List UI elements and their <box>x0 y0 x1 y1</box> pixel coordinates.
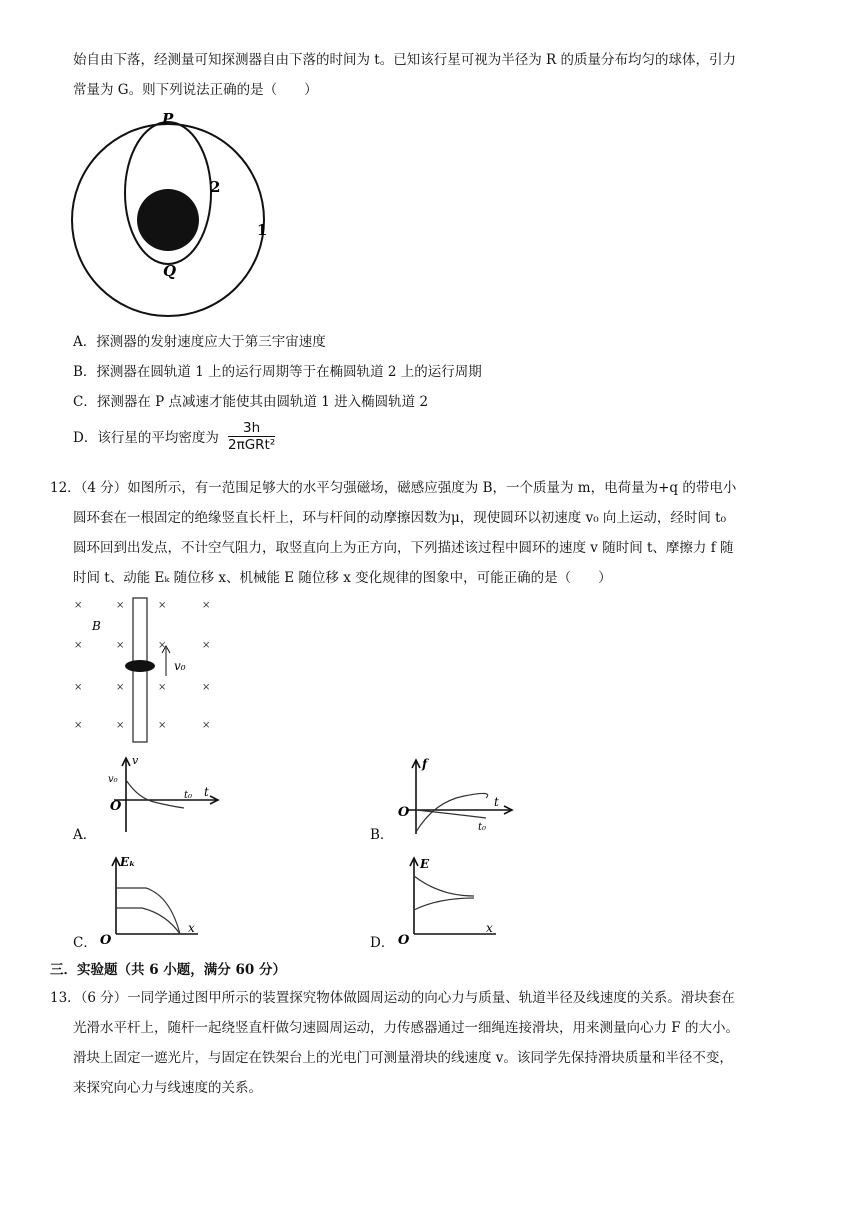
graph-d <box>394 852 509 944</box>
v0-label: v₀ <box>174 659 186 673</box>
q12-text-line1: 12．（4 分）如图所示，有一范围足够大的水平匀强磁场，磁感应强度为 B，一个质量为 m，电荷量为+q 的带电小 <box>50 480 737 496</box>
q13-text-line4: 来探究向心力与线速度的关系。 <box>73 1080 262 1096</box>
graph-c-xlabel: x <box>188 921 195 935</box>
density-fraction <box>228 420 275 453</box>
graph-c-origin: O <box>100 933 112 944</box>
svg-text:×: × <box>202 720 211 731</box>
planet <box>137 189 199 251</box>
graph-c <box>96 852 211 944</box>
graph-a-origin: O <box>110 799 122 814</box>
graph-a-xlabel: t <box>204 785 209 799</box>
graph-b-xlabel: t <box>494 795 499 809</box>
svg-text:×: × <box>158 682 167 693</box>
q12-text-line3: 圆环回到出发点，不计空气阻力，取竖直向上为正方向，下列描述该过程中圆环的速度 v 随时间 t、摩擦力 f 随 <box>73 540 734 556</box>
label-1: 1 <box>257 221 268 239</box>
graph-c-curve-1 <box>116 888 180 934</box>
svg-text:×: × <box>202 640 211 651</box>
field-label-b: B <box>92 619 101 633</box>
charged-ring <box>125 660 155 672</box>
q11-option-d: D．该行星的平均密度为 <box>73 430 219 446</box>
graph-a-label: A． <box>73 827 97 843</box>
fraction-numerator: 3h <box>228 420 275 437</box>
graph-a <box>104 752 224 837</box>
q12-text-line2: 圆环套在一根固定的绝缘竖直长杆上，环与杆间的动摩擦因数为μ，现使圆环以初速度 v₀ 向上运动，经时间 t₀ <box>73 510 727 526</box>
svg-text:×: × <box>116 720 125 731</box>
graph-a-v0: v₀ <box>108 774 118 785</box>
graph-d-origin: O <box>398 933 410 944</box>
graph-d-xlabel: x <box>486 921 493 935</box>
section3-title: 三．实验题（共 6 小题，满分 60 分） <box>50 962 286 978</box>
svg-text:×: × <box>158 640 167 651</box>
graph-a-ylabel: v <box>132 754 139 767</box>
orbit-figure <box>60 108 300 328</box>
graph-b-t0: t₀ <box>478 822 487 833</box>
graph-d-curve-1 <box>414 876 474 896</box>
label-2: 2 <box>210 178 221 196</box>
graph-b <box>394 754 519 839</box>
q11-text-line2: 常量为 G。则下列说法正确的是（ ） <box>73 82 318 98</box>
label-p: P <box>162 110 174 128</box>
magnetic-field-figure <box>70 596 230 746</box>
q11-text-line1: 始自由下落，经测量可知探测器自由下落的时间为 t。已知该行星可视为半径为 R 的质量分布均匀的球体，引力 <box>73 52 736 68</box>
svg-text:×: × <box>202 600 211 611</box>
fraction-denominator: 2πGRt² <box>228 437 276 453</box>
q11-option-a: A．探测器的发射速度应大于第三宇宙速度 <box>73 334 326 350</box>
q13-text-line2: 光滑水平杆上，随杆一起绕竖直杆做匀速圆周运动，力传感器通过一细绳连接滑块，用来测量向心力 F 的大小。 <box>73 1020 739 1036</box>
svg-text:×: × <box>74 640 83 651</box>
svg-text:×: × <box>74 682 83 693</box>
graph-b-ylabel: f <box>422 757 428 771</box>
graph-a-curve <box>126 780 184 808</box>
graph-c-curve-2 <box>116 908 180 934</box>
svg-text:×: × <box>116 600 125 611</box>
q12-text-line4: 时间 t、动能 Eₖ 随位移 x、机械能 E 随位移 x 变化规律的图象中，可能正确的是（ ） <box>73 570 612 586</box>
svg-text:×: × <box>74 600 83 611</box>
q13-text-line1: 13．（6 分）一同学通过图甲所示的装置探究物体做圆周运动的向心力与质量、轨道半径及线速度的关系。滑块套在 <box>50 990 735 1006</box>
svg-text:×: × <box>202 682 211 693</box>
svg-text:×: × <box>158 600 167 611</box>
graph-d-curve-2 <box>414 898 474 910</box>
q13-text-line3: 滑块上固定一遮光片，与固定在铁架台上的光电门可测量滑块的线速度 v。该同学先保持滑块质量和半径不变， <box>73 1050 733 1066</box>
graph-a-t0: t₀ <box>184 790 193 801</box>
graph-b-origin: O <box>398 805 410 820</box>
graph-c-label: C． <box>73 935 97 951</box>
graph-c-ylabel: Eₖ <box>120 855 136 869</box>
svg-text:×: × <box>74 720 83 731</box>
q11-option-b: B．探测器在圆轨道 1 上的运行周期等于在椭圆轨道 2 上的运行周期 <box>73 364 482 380</box>
svg-text:×: × <box>116 682 125 693</box>
graph-d-label: D． <box>370 935 395 951</box>
q11-option-c: C．探测器在 P 点减速才能使其由圆轨道 1 进入椭圆轨道 2 <box>73 394 429 410</box>
svg-text:×: × <box>158 720 167 731</box>
graph-d-ylabel: E <box>420 857 430 871</box>
label-q: Q <box>163 262 177 280</box>
graph-b-label: B． <box>370 827 394 843</box>
svg-text:×: × <box>116 640 125 651</box>
graph-b-curve-1 <box>416 793 488 832</box>
